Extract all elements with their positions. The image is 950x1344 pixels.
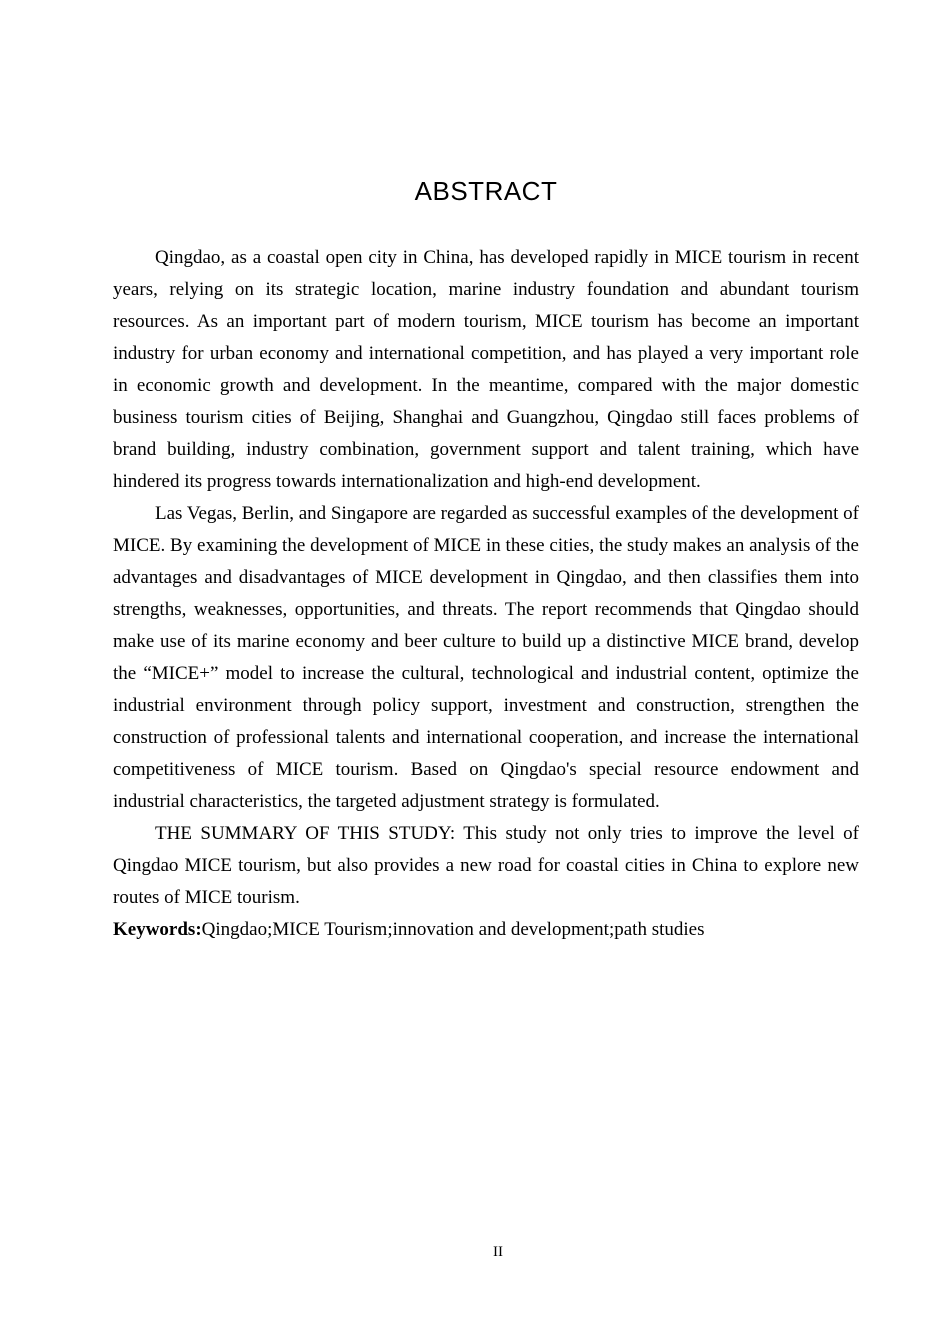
abstract-paragraph-3: THE SUMMARY OF THIS STUDY: This study not only tries to improve the level of Qingdao MICE tourism, but also provides a new road for coastal cities in China to explore new routes of MICE tourism. xyxy=(113,823,859,908)
keywords-value: Qingdao;MICE Tourism;innovation and development;path studies xyxy=(201,919,705,940)
page-number: II xyxy=(493,1244,503,1260)
keywords-line xyxy=(113,914,859,946)
abstract-paragraph-2: Las Vegas, Berlin, and Singapore are regarded as successful examples of the development of MICE. By examining the development of MICE in these cities, the study makes an analysis of the advantages and disadvantages of MICE development in Qingdao, and then classifies them into strengths, weaknesses, opportunities, and threats. The report recommends that Qingdao should make use of its marine economy and beer culture to build up a distinctive MICE brand, develop the “MICE+” model to increase the cultural, technological and industrial content, optimize the industrial environment through policy support, investment and construction, strengthen the construction of professional talents and international cooperation, and increase the international competitiveness of MICE tourism. Based on Qingdao's special resource endowment and industrial characteristics, the targeted adjustment strategy is formulated. xyxy=(113,503,859,812)
page-title: ABSTRACT xyxy=(414,176,558,206)
keywords-label: Keywords: xyxy=(113,919,202,940)
abstract-paragraph-1: Qingdao, as a coastal open city in China, has developed rapidly in MICE tourism in recent years, relying on its strategic location, marine industry foundation and abundant tourism resources. As an important part of modern tourism, MICE tourism has become an important industry for urban economy and international competition, and has played a very important role in economic growth and development. In the meantime, compared with the major domestic business tourism cities of Beijing, Shanghai and Guangzhou, Qingdao still faces problems of brand building, industry combination, government support and talent training, which have hindered its progress towards internationalization and high-end development. xyxy=(113,247,859,492)
abstract-body xyxy=(113,242,859,946)
